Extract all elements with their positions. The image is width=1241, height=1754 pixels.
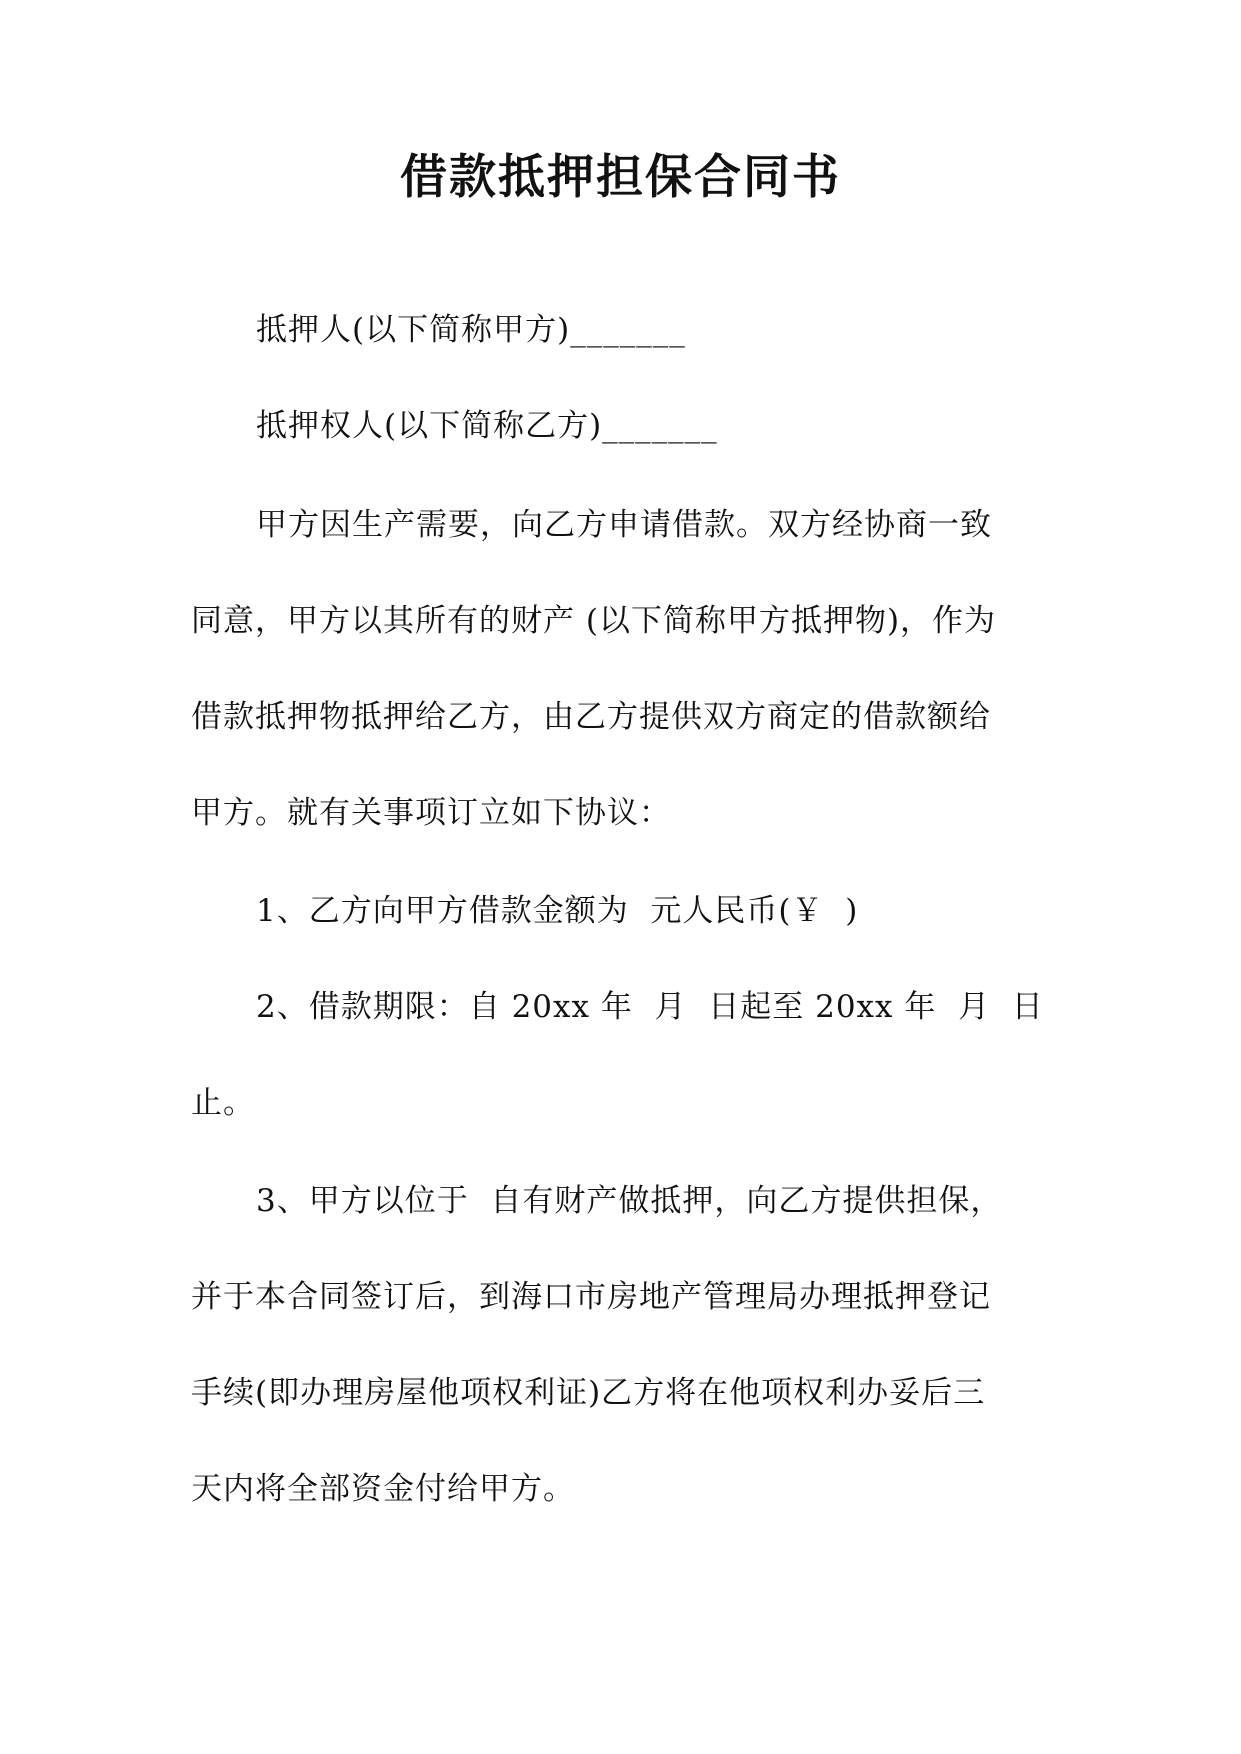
preamble-line-2: 同意，甲方以其所有的财产 (以下简称甲方抵押物)，作为	[191, 603, 997, 639]
clause-3-line-1: 3、甲方以位于 自有财产做抵押，向乙方提供担保，	[256, 1183, 1003, 1219]
preamble-line-4: 甲方。就有关事项订立如下协议：	[191, 795, 671, 831]
clause-2-line-1: 2、借款期限：自 20xx 年 月 日起至 20xx 年 月 日	[256, 989, 1044, 1025]
preamble-line-1: 甲方因生产需要，向乙方申请借款。双方经协商一致	[256, 507, 992, 543]
mortgagee-line: 抵押权人(以下简称乙方)_______	[256, 408, 718, 444]
mortgagor-line: 抵押人(以下简称甲方)_______	[256, 312, 686, 348]
clause-3-line-3: 手续(即办理房屋他项权利证)乙方将在他项权利办妥后三	[191, 1375, 986, 1411]
clause-3-line-2: 并于本合同签订后，到海口市房地产管理局办理抵押登记	[191, 1279, 991, 1315]
preamble-line-3: 借款抵押物抵押给乙方，由乙方提供双方商定的借款额给	[191, 699, 991, 735]
clause-3-line-4: 天内将全部资金付给甲方。	[191, 1471, 575, 1507]
clause-2-line-2: 止。	[191, 1085, 255, 1121]
document-title: 借款抵押担保合同书	[400, 150, 841, 205]
clause-1-line: 1、乙方向甲方借款金额为 元人民币(￥ )	[256, 893, 859, 929]
